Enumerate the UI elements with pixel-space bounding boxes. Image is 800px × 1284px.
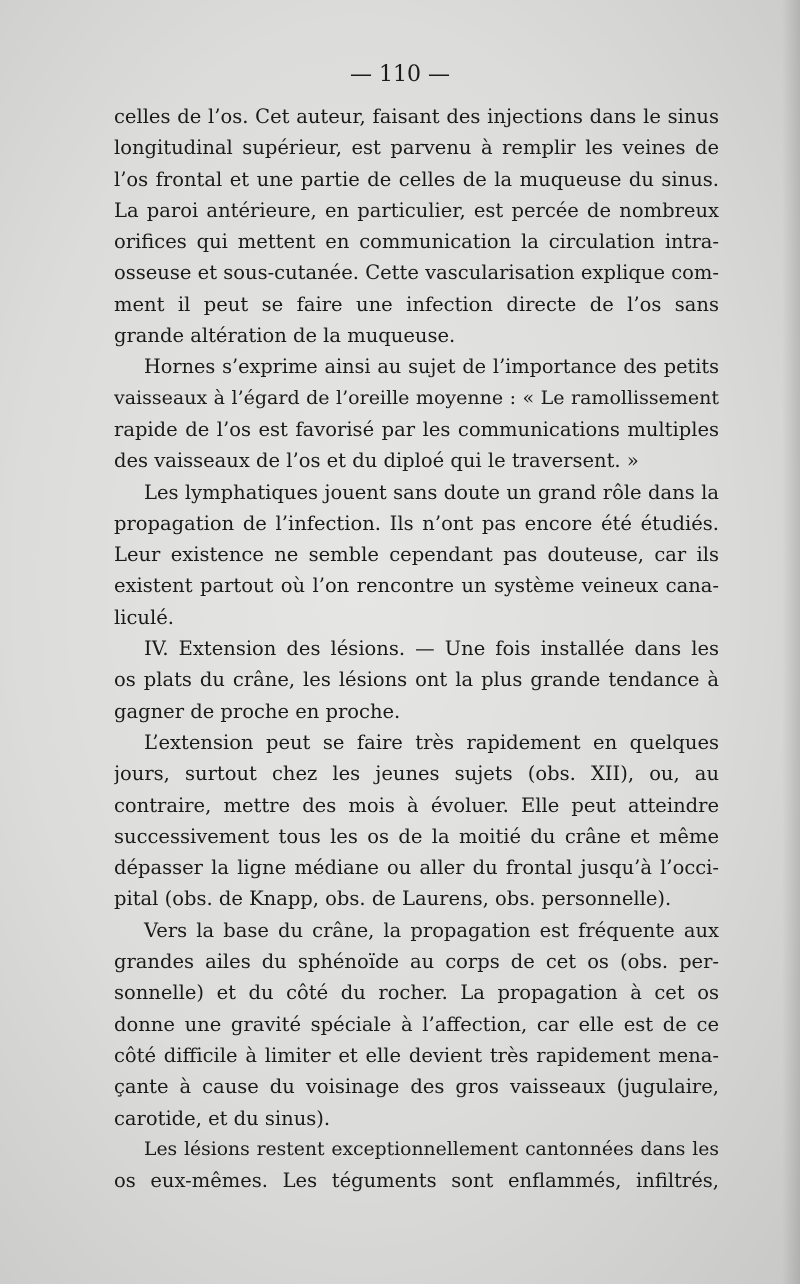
- text-line: celles de l’os. Cet auteur, faisant des injections dans le sinus: [114, 105, 719, 128]
- page-number: — 110 —: [350, 62, 450, 87]
- text-line: os eux-mêmes. Les téguments sont enflammés, infiltrés,: [114, 1169, 719, 1193]
- text-line: longitudinal supérieur, est parvenu à remplir les veines de: [114, 136, 719, 160]
- text-line: grandes ailes du sphénoïde au corps de cet os (obs. per-: [114, 950, 719, 974]
- text-line: grande altération de la muqueuse.: [114, 324, 456, 348]
- text-line: Hornes s’exprime ainsi au sujet de l’importance des petits: [144, 355, 719, 379]
- text-line: ment il peut se faire une infection directe de l’os sans: [114, 292, 719, 316]
- text-line: pital (obs. de Knapp, obs. de Laurens, obs. personnelle).: [114, 887, 672, 911]
- text-line: carotide, et du sinus).: [114, 1106, 331, 1130]
- text-line: l’os frontal et une partie de celles de la muqueuse du sinus.: [114, 167, 719, 191]
- text-line: rapide de l’os est favorisé par les communications multiples: [114, 417, 719, 441]
- text-line: çante à cause du voisinage des gros vaisseaux (jugulaire,: [114, 1075, 719, 1099]
- text-line: donne une gravité spéciale à l’affection, car elle est de ce: [114, 1012, 719, 1036]
- text-line: propagation de l’infection. Ils n’ont pas encore été étudiés.: [114, 511, 719, 535]
- text-line: Les lymphatiques jouent sans doute un grand rôle dans la: [144, 480, 719, 504]
- text-line: L’extension peut se faire très rapidement en quelques: [144, 730, 719, 754]
- text-line: liculé.: [114, 605, 174, 629]
- body-text: [114, 101, 719, 1196]
- text-line: La paroi antérieure, en particulier, est percée de nombreux: [114, 198, 719, 222]
- text-line: Les lésions restent exceptionnellement cantonnées dans les: [144, 1138, 719, 1160]
- text-line: existent partout où l’on rencontre un système veineux cana-: [114, 574, 719, 598]
- text-line: côté difficile à limiter et elle devient très rapidement mena-: [114, 1043, 719, 1067]
- text-line: osseuse et sous-cutanée. Cette vascularisation explique com-: [114, 261, 719, 285]
- text-line: IV. Extension des lésions. — Une fois installée dans les: [144, 637, 719, 661]
- text-line: sonnelle) et du côté du rocher. La propagation à cet os: [114, 981, 719, 1005]
- text-line: jours, surtout chez les jeunes sujets (obs. XII), ou, au: [114, 762, 719, 786]
- text-line: contraire, mettre des mois à évoluer. Elle peut atteindre: [114, 793, 719, 817]
- text-line: dépasser la ligne médiane ou aller du frontal jusqu’à l’occi-: [114, 856, 719, 880]
- page-edge-shadow: [782, 0, 800, 1284]
- text-line: Vers la base du crâne, la propagation est fréquente aux: [144, 918, 719, 942]
- text-line: Leur existence ne semble cependant pas douteuse, car ils: [114, 543, 719, 567]
- text-line: successivement tous les os de la moitié du crâne et même: [114, 824, 719, 848]
- text-line: os plats du crâne, les lésions ont la plus grande tendance à: [114, 668, 719, 692]
- text-line: vaisseaux à l’égard de l’oreille moyenne : « Le ramollissement: [114, 386, 719, 409]
- text-line: orifices qui mettent en communication la circulation intra-: [114, 230, 719, 254]
- text-line: des vaisseaux de l’os et du diploé qui le traversent. »: [114, 449, 639, 473]
- text-line: gagner de proche en proche.: [114, 699, 401, 723]
